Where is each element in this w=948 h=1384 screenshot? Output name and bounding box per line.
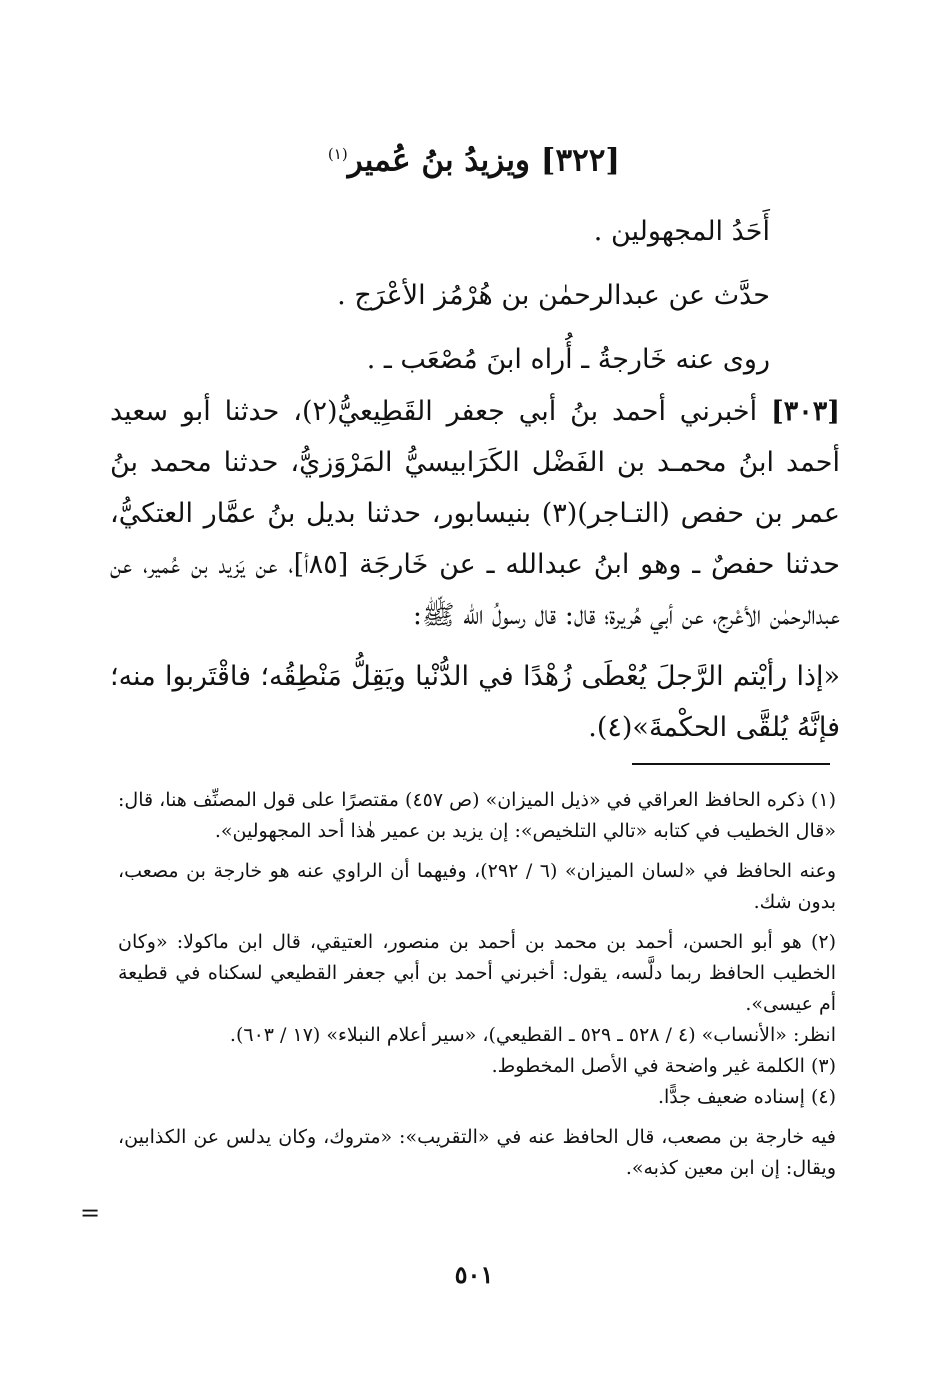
- intro-line: حدَّث عن عبدالرحمٰن بن هُرْمُز الأعْرَج .: [337, 280, 770, 311]
- hadith-isnad: أخبرني أحمد بنُ أبي جعفر القَطِيعيُّ(٢)، حدثنا أبو سعيد أحمد ابنُ محمـد بن الفَضْل الكَرَابيسيُّ المَرْوَزيُّ، حدثنا محمد بنُ عمر بن حفص (التـاجر)(٣) بنيسابور، حدثنا بديل بنُ عمَّار العتكيُّ، حدثنا حفصٌ ـ وهو ابنُ عبدالله ـ عن خَارجَة [٨٥أ]، عن يَزيد بن عُمير، عن عبدالرحمٰن الأعْرج، عن أبي هُريرة؛ قال: قال رسولُ الله ﷺ:: [110, 396, 840, 631]
- intro-line: أَحَدُ المجهولين .: [593, 216, 770, 247]
- footnote: انظر: «الأنساب» (٤ / ٥٢٨ ـ ٥٢٩ ـ القطيعي)، «سير أعلام النبلاء» (١٧ / ٦٠٣).: [229, 1024, 836, 1046]
- continuation-mark: =: [80, 1199, 101, 1227]
- page-number: ٥٠١: [454, 1260, 494, 1289]
- footnote-marker: (١): [327, 145, 348, 163]
- footnote: (٣) الكلمة غير واضحة في الأصل المخطوط.: [491, 1055, 836, 1077]
- footnote: وعنه الحافظ في «لسان الميزان» (٦ / ٢٩٢)، وفيهما أن الراوي عنه هو خارجة بن مصعب، بدون شك.: [118, 860, 836, 913]
- footnote: فيه خارجة بن مصعب، قال الحافظ عنه في «التقريب»: «متروك، وكان يدلس عن الكذابين، ويقال: إن ابن معين كذبه».: [118, 1126, 836, 1179]
- footnote: (٢) هو أبو الحسن، أحمد بن محمد بن أحمد بن منصور، العتيقي، قال ابن ماكولا: «وكان الخطيب الحافظ ربما دلَّسه، يقول: أخبرني أحمد بن أبي جعفر القطيعي لسكناه في قطيعة أم عيسى».: [118, 931, 836, 1015]
- entry-name: ويزيدُ بنُ عُمير: [347, 142, 530, 179]
- footnote: (٤) إسناده ضعيف جدًّا.: [657, 1086, 836, 1108]
- footnote: (١) ذكره الحافظ العراقي في «ذيل الميزان» (ص ٤٥٧) مقتصرًا على قول المصنِّف هنا، قال: «قال الخطيب في كتابه «تالي التلخيص»: إن يزيد بن عمير هٰذا أحد المجهولين».: [118, 789, 836, 842]
- footnote-divider: [632, 763, 830, 765]
- entry-title: [0, 128, 948, 186]
- hadith-paragraph: [110, 386, 840, 641]
- hadith-matn: «إذا رأيْتم الرَّجلَ يُعْطَى زُهْدًا في الدُّنْيا ويَقِلُّ مَنْطِقُه؛ فاقْتَربوا منه؛ فإنَّهُ يُلقَّى الحكْمةَ»(٤).: [110, 661, 840, 743]
- footnotes: [118, 785, 836, 1184]
- intro-line: روى عنه خَارجةُ ـ أُراه ابنَ مُصْعَب ـ .: [366, 344, 770, 375]
- entry-intro: [250, 200, 770, 392]
- entry-number: [٣٢٢]: [540, 142, 621, 179]
- hadith-block: [110, 386, 840, 753]
- hadith-number: [٣٠٣]: [770, 396, 841, 427]
